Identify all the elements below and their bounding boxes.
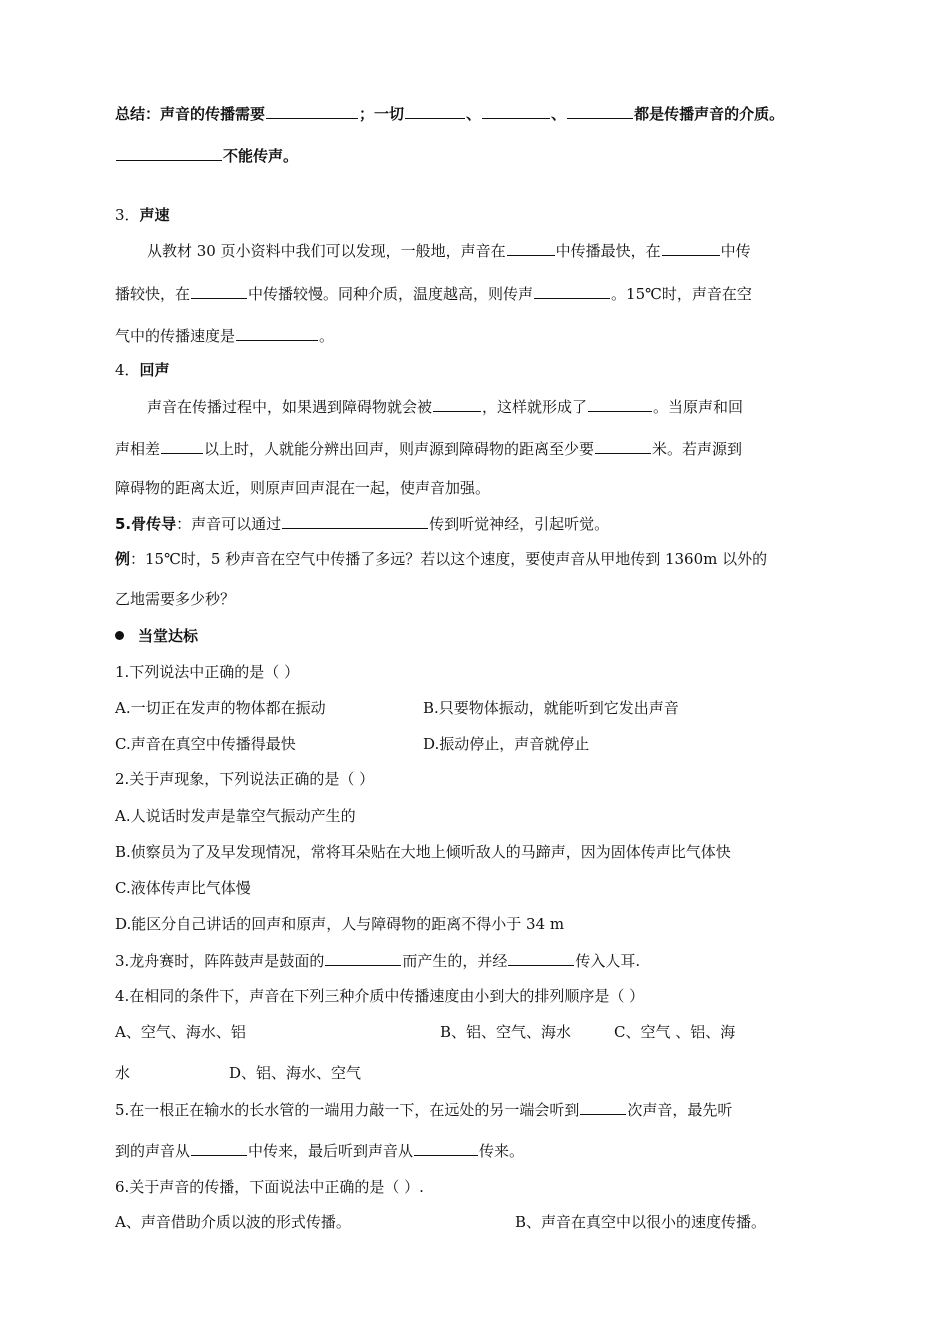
text: 。当原声和回 xyxy=(653,398,744,416)
answer-blank[interactable] xyxy=(191,1140,247,1156)
section-title: 回声 xyxy=(139,361,170,379)
question-1 xyxy=(115,662,890,682)
text: ：声音可以通过 xyxy=(176,515,282,533)
answer-blank[interactable] xyxy=(191,283,247,299)
section-number: 3． xyxy=(115,206,140,224)
text: 而产生的，并经 xyxy=(402,952,508,970)
example-line-1 xyxy=(115,549,890,569)
option-row xyxy=(115,734,890,754)
option-row xyxy=(115,1212,890,1232)
option-b[interactable]: B.只要物体振动，就能听到它发出声音 xyxy=(423,699,679,717)
summary-line-2 xyxy=(115,145,890,166)
text: 中传播最快，在 xyxy=(555,242,661,260)
text: B.侦察员为了及早发现情况，常将耳朵贴在大地上倾听敌人的马蹄声，因为固体传声比气体快 xyxy=(115,843,731,861)
answer-blank[interactable] xyxy=(282,513,428,529)
text: 传来。 xyxy=(479,1142,525,1160)
text: 4.在相同的条件下，声音在下列三种介质中传播速度由小到大的排列顺序是（ ） xyxy=(115,987,645,1005)
text: 以上时，人就能分辨出回声，则声源到障碍物的距离至少要 xyxy=(204,440,595,458)
text: 米。若声源到 xyxy=(652,440,743,458)
text: ，这样就形成了 xyxy=(482,398,588,416)
answer-blank[interactable] xyxy=(595,438,651,454)
answer-blank[interactable] xyxy=(580,1099,626,1115)
option-a[interactable]: A、声音借助介质以波的形式传播。 xyxy=(115,1213,351,1231)
text: D.能区分自己讲话的回声和原声，人与障碍物的距离不得小于 34 m xyxy=(115,915,565,933)
answer-blank[interactable] xyxy=(405,103,465,119)
answer-blank[interactable] xyxy=(266,103,358,119)
summary-text: 都是传播声音的介质。 xyxy=(634,105,785,123)
option-d[interactable]: D、铝、海水、空气 xyxy=(229,1064,362,1082)
text: 3.龙舟赛时，阵阵鼓声是鼓面的 xyxy=(115,952,325,970)
text: 到的声音从 xyxy=(115,1142,191,1160)
summary-text: ；一切 xyxy=(359,105,405,123)
question-3 xyxy=(115,950,890,971)
text: 5.在一根正在输水的长水管的一端用力敲一下，在远处的另一端会听到 xyxy=(115,1101,580,1119)
text: 从教材 30 页小资料中我们可以发现，一般地，声音在 xyxy=(147,242,506,260)
question-5 xyxy=(115,1099,890,1120)
paragraph-line xyxy=(115,325,890,346)
paragraph-line xyxy=(115,478,890,498)
answer-blank[interactable] xyxy=(482,103,550,119)
text: 播较快，在 xyxy=(115,285,191,303)
text: 2.关于声现象，下列说法正确的是（ ） xyxy=(115,770,375,788)
answer-blank[interactable] xyxy=(161,438,203,454)
section-5-line xyxy=(115,513,890,534)
option-c[interactable] xyxy=(115,878,890,898)
text: 。 xyxy=(319,327,335,345)
option-a[interactable]: A.一切正在发声的物体都在振动 xyxy=(115,699,326,717)
paragraph-line xyxy=(147,240,890,261)
question-6 xyxy=(115,1177,890,1197)
text: A.人说话时发声是靠空气振动产生的 xyxy=(115,807,356,825)
text: 传入人耳. xyxy=(575,952,641,970)
question-4 xyxy=(115,986,890,1006)
text: 声音在传播过程中，如果遇到障碍物就会被 xyxy=(147,398,433,416)
text: 1.下列说法中正确的是（ ） xyxy=(115,663,300,681)
option-row xyxy=(115,698,890,718)
practice-heading xyxy=(115,626,890,646)
question-2 xyxy=(115,769,890,789)
option-c[interactable]: C.声音在真空中传播得最快 xyxy=(115,735,296,753)
answer-blank[interactable] xyxy=(507,240,555,256)
paragraph-line xyxy=(115,438,890,459)
text: 传到听觉神经，引起听觉。 xyxy=(429,515,610,533)
paragraph-line xyxy=(115,283,890,304)
answer-blank[interactable] xyxy=(588,396,652,412)
option-row xyxy=(115,1022,890,1042)
section-title: 当堂达标 xyxy=(138,627,199,645)
summary-line-1 xyxy=(115,103,890,124)
section-3-heading xyxy=(115,205,890,225)
summary-text: 总结：声音的传播需要 xyxy=(115,105,266,123)
answer-blank[interactable] xyxy=(236,325,318,341)
option-d[interactable] xyxy=(115,914,890,934)
section-4-heading xyxy=(115,360,890,380)
option-d[interactable]: D.振动停止，声音就停止 xyxy=(423,735,590,753)
answer-blank[interactable] xyxy=(433,396,481,412)
option-row xyxy=(115,1063,890,1083)
summary-text: 、 xyxy=(551,105,567,123)
text: 声相差 xyxy=(115,440,161,458)
option-a[interactable] xyxy=(115,806,890,826)
example-line-2 xyxy=(115,589,890,609)
section-title: 声速 xyxy=(139,206,170,224)
option-b[interactable]: B、声音在真空中以很小的速度传播。 xyxy=(515,1213,767,1231)
text: 中传 xyxy=(720,242,751,260)
answer-blank[interactable] xyxy=(662,240,720,256)
summary-text: 、 xyxy=(466,105,482,123)
text: 次声音，最先听 xyxy=(627,1101,733,1119)
text: ：15℃时，5 秒声音在空气中传播了多远？若以这个速度，要使声音从甲地传到 1360m 以外的 xyxy=(130,550,768,568)
text: 障碍物的距离太近，则原声回声混在一起，使声音加强。 xyxy=(115,479,491,497)
option-a[interactable]: A、空气、海水、铝 xyxy=(115,1023,246,1041)
answer-blank[interactable] xyxy=(116,145,222,161)
option-c[interactable]: C、空气 、铝、海 xyxy=(614,1023,736,1041)
question-5-continued xyxy=(115,1140,890,1161)
text: 。15℃时，声音在空 xyxy=(611,285,752,303)
option-b[interactable] xyxy=(115,842,890,862)
text: 中传来，最后听到声音从 xyxy=(248,1142,414,1160)
section-title: 5.骨传导 xyxy=(115,515,177,533)
text: C.液体传声比气体慢 xyxy=(115,879,251,897)
answer-blank[interactable] xyxy=(567,103,633,119)
text: 中传播较慢。同种介质，温度越高，则传声 xyxy=(248,285,534,303)
paragraph-line xyxy=(147,396,890,417)
answer-blank[interactable] xyxy=(508,950,574,966)
answer-blank[interactable] xyxy=(534,283,610,299)
option-c-continued: 水 xyxy=(115,1064,131,1082)
text: 气中的传播速度是 xyxy=(115,327,236,345)
text: 乙地需要多少秒？ xyxy=(115,590,236,608)
answer-blank[interactable] xyxy=(325,950,401,966)
bullet-icon xyxy=(115,631,124,640)
summary-text: 不能传声。 xyxy=(223,147,299,165)
answer-blank[interactable] xyxy=(414,1140,478,1156)
text: 6.关于声音的传播，下面说法中正确的是（ ）. xyxy=(115,1178,424,1196)
section-number: 4． xyxy=(115,361,140,379)
option-b[interactable]: B、铝、空气、海水 xyxy=(440,1023,572,1041)
example-label: 例 xyxy=(115,550,131,568)
